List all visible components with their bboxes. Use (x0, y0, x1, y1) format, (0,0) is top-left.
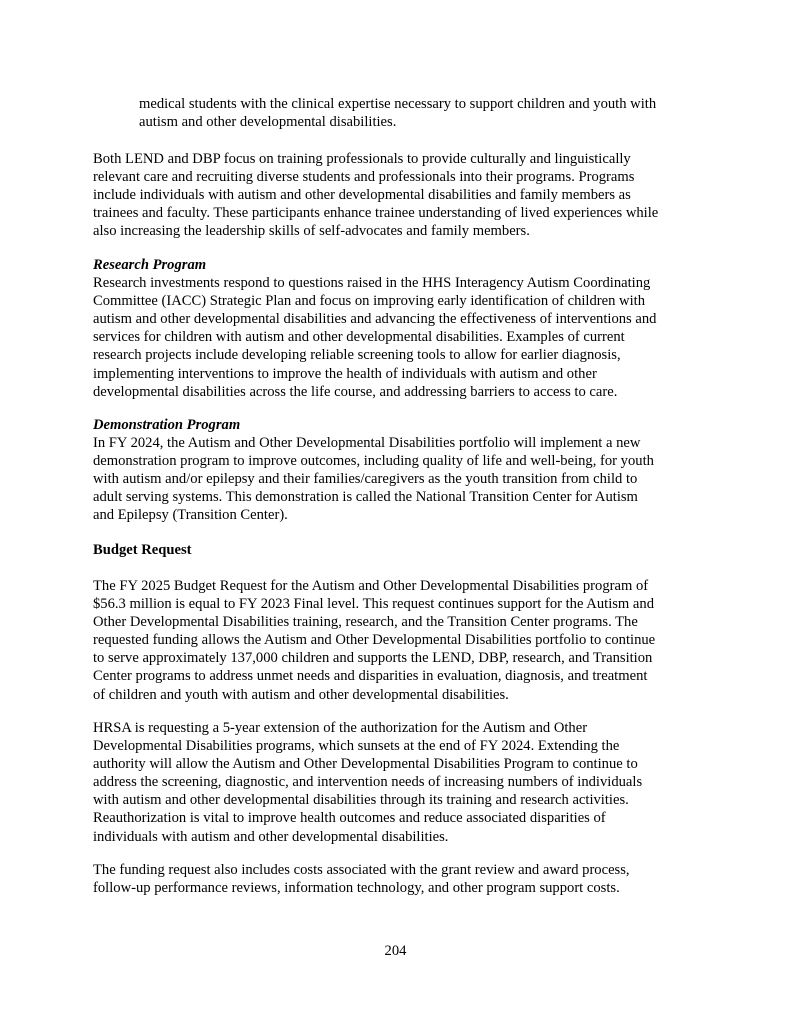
paragraph-line: and Epilepsy (Transition Center). (93, 507, 288, 524)
paragraph-line: The FY 2025 Budget Request for the Autism and Other Developmental Disabilities program of (93, 578, 649, 594)
paragraph-line: with autism and other developmental disabilities through its training and research activities. (93, 792, 629, 809)
paragraph-line: autism and other developmental disabilities and advancing the effectiveness of interventions and (93, 311, 657, 328)
paragraph-line: follow-up performance reviews, information technology, and other program support costs. (93, 880, 620, 897)
paragraph-line: Reauthorization is vital to improve health outcomes and reduce associated disparities of (93, 810, 606, 827)
budget-heading: Budget Request (93, 542, 192, 558)
paragraph-line: research projects include developing reliable screening tools to allow for earlier diagnosis, (93, 347, 621, 364)
paragraph-line: developmental disabilities across the life course, and addressing barriers to access to care. (93, 383, 618, 400)
intro-paragraph (93, 150, 705, 240)
paragraph-line: Center programs to address unmet needs and disparities in evaluation, diagnosis, and treatment (93, 668, 648, 685)
paragraph-line: individuals with autism and other developmental disabilities. (93, 828, 449, 845)
paragraph-line: relevant care and recruiting diverse students and professionals into their programs. Programs (93, 169, 635, 186)
budget-paragraph-3 (93, 861, 705, 897)
demonstration-heading: Demonstration Program (93, 417, 241, 433)
research-heading: Research Program (93, 257, 207, 273)
paragraph-line: demonstration program to improve outcomes, including quality of life and well-being, for youth (93, 453, 654, 470)
paragraph-line: Both LEND and DBP focus on training professionals to provide culturally and linguistically (93, 151, 631, 167)
paragraph-line: HRSA is requesting a 5-year extension of the authorization for the Autism and Other (93, 720, 588, 736)
carryover-paragraph (139, 95, 705, 131)
page-number: 204 (384, 943, 407, 959)
paragraph-line: services for children with autism and other developmental disabilities. Examples of current (93, 329, 625, 346)
paragraph-line: In FY 2024, the Autism and Other Developmental Disabilities portfolio will implement a new (93, 435, 641, 452)
paragraph-line: of children and youth with autism and other developmental disabilities. (93, 686, 509, 703)
paragraph-line: include individuals with autism and other developmental disabilities and family members as (93, 187, 631, 204)
paragraph-line: requested funding allows the Autism and Other Developmental Disabilities portfolio to continue (93, 632, 656, 649)
paragraph-line: Research investments respond to questions raised in the HHS Interagency Autism Coordinating (93, 275, 651, 292)
paragraph-line: Other Developmental Disabilities training, research, and the Transition Center programs. The (93, 614, 638, 631)
budget-paragraph-2 (93, 719, 705, 846)
research-section (93, 256, 705, 401)
paragraph-line: to serve approximately 137,000 children and supports the LEND, DBP, research, and Transition (93, 650, 653, 667)
paragraph-line: Developmental Disabilities programs, which sunsets at the end of FY 2024. Extending the (93, 738, 620, 755)
paragraph-line: with autism and/or epilepsy and their families/caregivers as the youth transition from child to (93, 471, 638, 488)
paragraph-line: Committee (IACC) Strategic Plan and focus on improving early identification of children with (93, 293, 646, 310)
paragraph-line: $56.3 million is equal to FY 2023 Final level. This request continues support for the Autism and (93, 596, 654, 613)
paragraph-line: authority will allow the Autism and Other Developmental Disabilities Program to continue to (93, 756, 638, 773)
budget-paragraph-1 (93, 577, 705, 704)
paragraph-line: trainees and faculty. These participants enhance trainee understanding of lived experiences while (93, 205, 659, 222)
paragraph-line: also increasing the leadership skills of self-advocates and family members. (93, 223, 530, 240)
paragraph-line: The funding request also includes costs associated with the grant review and award process, (93, 862, 630, 878)
paragraph-line: adult serving systems. This demonstration is called the National Transition Center for Autism (93, 489, 638, 506)
demonstration-section (93, 416, 705, 525)
budget-heading-block (93, 541, 705, 559)
paragraph-line: medical students with the clinical expertise necessary to support children and youth with (139, 96, 657, 112)
paragraph-line: implementing interventions to improve the health of individuals with autism and other (93, 365, 597, 382)
paragraph-line: autism and other developmental disabilities. (139, 114, 397, 131)
paragraph-line: address the screening, diagnostic, and intervention needs of increasing numbers of individuals (93, 774, 643, 791)
